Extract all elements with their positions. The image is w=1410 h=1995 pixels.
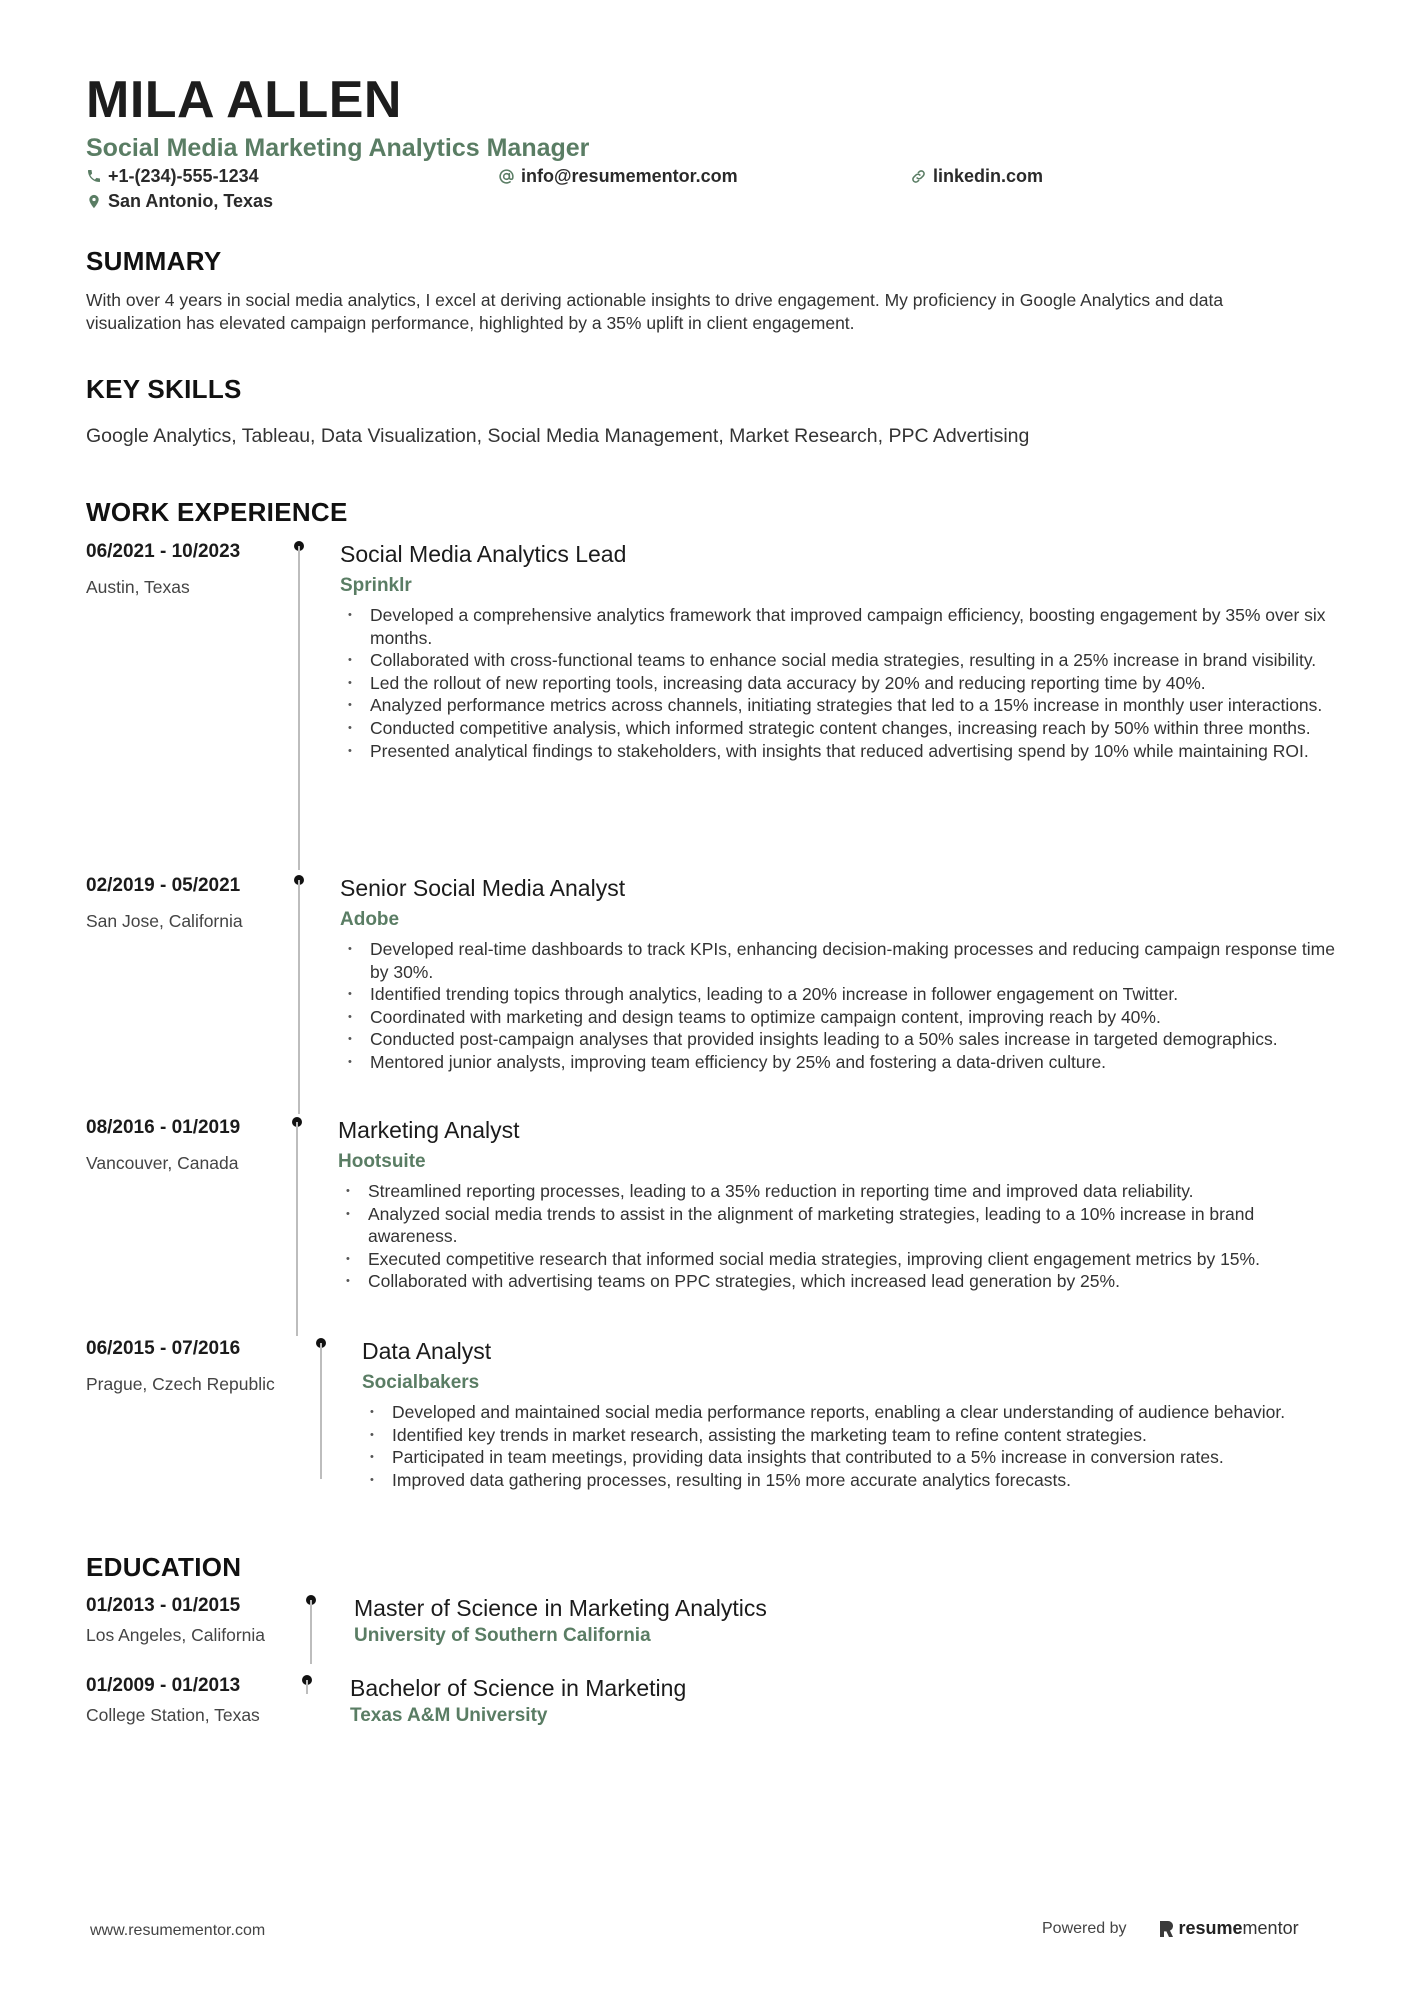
timeline-line: [320, 1343, 322, 1479]
phone-icon: [86, 168, 102, 184]
timeline-line: [306, 1680, 308, 1694]
skills-heading: KEY SKILLS: [86, 374, 242, 404]
job-bullets: [342, 604, 1342, 762]
job-bullet: • Collaborated with advertising teams on PPC strategies, which increased lead generation by 25%.: [340, 1270, 1340, 1293]
phone-text: +1-(234)-555-1234: [108, 166, 259, 186]
skills-text: Google Analytics, Tableau, Data Visualization, Social Media Management, Market Research, PPC Advertising: [86, 425, 1030, 447]
job-bullet: • Identified trending topics through analytics, leading to a 20% increase in follower engagement on Twitter.: [342, 983, 1342, 1006]
powered-by-label: Powered by: [1042, 1919, 1127, 1937]
job-bullet: • Streamlined reporting processes, leading to a 35% reduction in reporting time and improved data reliability.: [340, 1180, 1340, 1203]
timeline-line: [298, 546, 300, 870]
job-dates: 08/2016 - 01/2019: [86, 1117, 241, 1138]
job-bullet: • Collaborated with cross-functional teams to enhance social media strategies, resulting in a 25% increase in brand visibility.: [342, 649, 1342, 672]
job-bullet: • Analyzed performance metrics across channels, initiating strategies that led to a 15% increase in monthly user interactions.: [342, 694, 1342, 717]
candidate-name: MILA ALLEN: [86, 71, 402, 129]
job-bullet: • Developed and maintained social media performance reports, enabling a clear understanding of audience behavior.: [364, 1401, 1344, 1424]
job-bullet: • Led the rollout of new reporting tools, increasing data accuracy by 20% and reducing reporting time by 40%.: [342, 672, 1342, 695]
resumementor-logo-icon: [1157, 1919, 1175, 1939]
resumementor-brand[interactable]: [1157, 1918, 1299, 1939]
job-bullets: [342, 938, 1342, 1074]
job-role: Social Media Analytics Lead: [340, 541, 627, 567]
education-location: Los Angeles, California: [86, 1625, 265, 1645]
job-bullet: • Participated in team meetings, providing data insights that contributed to a 5% increase in conversion rates.: [364, 1446, 1344, 1469]
job-bullet: • Identified key trends in market research, assisting the marketing team to refine content strategies.: [364, 1424, 1344, 1447]
job-bullet: • Improved data gathering processes, resulting in 15% more accurate analytics forecasts.: [364, 1469, 1344, 1492]
footer-website[interactable]: www.resumementor.com: [90, 1922, 266, 1939]
contact-linkedin[interactable]: [910, 165, 1043, 187]
job-dates: 06/2021 - 10/2023: [86, 541, 241, 562]
footer-powered-by: [1042, 1918, 1299, 1939]
job-bullet: • Coordinated with marketing and design teams to optimize campaign content, improving reach by 40%.: [342, 1006, 1342, 1029]
candidate-title: Social Media Marketing Analytics Manager: [86, 134, 590, 162]
education-degree: Master of Science in Marketing Analytics: [354, 1595, 767, 1621]
job-role: Marketing Analyst: [338, 1117, 520, 1143]
brand-bold-text: resume: [1178, 1918, 1243, 1938]
summary-heading: SUMMARY: [86, 246, 222, 276]
location-pin-icon: [86, 193, 102, 210]
job-location: Austin, Texas: [86, 577, 190, 597]
education-entry: [86, 1674, 1336, 1734]
education-dates: 01/2009 - 01/2013: [86, 1675, 241, 1696]
job-bullet: • Developed real-time dashboards to track KPIs, enhancing decision-making processes and reducing campaign response time by 30%.: [342, 938, 1342, 983]
timeline-line: [296, 1122, 298, 1336]
job-entry: [86, 874, 1336, 1104]
education-entry: [86, 1594, 1336, 1664]
email-link[interactable]: info@resumementor.com: [521, 166, 738, 186]
timeline-line: [298, 880, 300, 1114]
job-company: Sprinklr: [340, 575, 412, 596]
education-degree: Bachelor of Science in Marketing: [350, 1675, 687, 1701]
job-location: Prague, Czech Republic: [86, 1374, 275, 1394]
contact-location: [86, 190, 273, 212]
link-icon: [910, 168, 927, 185]
timeline-line: [310, 1600, 312, 1664]
education-location: College Station, Texas: [86, 1705, 260, 1725]
job-location: San Jose, California: [86, 911, 243, 931]
job-company: Socialbakers: [362, 1372, 480, 1393]
education-dates: 01/2013 - 01/2015: [86, 1595, 241, 1616]
education-school: University of Southern California: [354, 1625, 651, 1646]
job-bullet: • Analyzed social media trends to assist in the alignment of marketing strategies, leading to a 10% increase in brand awareness.: [340, 1203, 1340, 1248]
job-company: Hootsuite: [338, 1151, 426, 1172]
job-role: Senior Social Media Analyst: [340, 875, 626, 901]
summary-text: With over 4 years in social media analytics, I excel at deriving actionable insights to drive engagement. My proficiency in Google Analytics and data visualization has elevated campaign performance, highlighted by a 35% uplift in client engagement.: [86, 290, 1224, 333]
location-text: San Antonio, Texas: [108, 191, 274, 211]
job-bullet: • Executed competitive research that informed social media strategies, improving client engagement metrics by 15%.: [340, 1248, 1340, 1271]
job-bullets: [364, 1401, 1344, 1491]
job-bullet: • Developed a comprehensive analytics framework that improved campaign efficiency, boosting engagement by 35% over six months.: [342, 604, 1342, 649]
job-dates: 02/2019 - 05/2021: [86, 875, 241, 896]
job-entry: [86, 540, 1336, 860]
education-school: Texas A&M University: [350, 1705, 548, 1726]
job-entry: [86, 1337, 1336, 1490]
contact-email[interactable]: [498, 165, 738, 187]
job-bullets: [340, 1180, 1340, 1293]
at-icon: [498, 168, 515, 185]
job-company: Adobe: [340, 909, 400, 930]
job-role: Data Analyst: [362, 1338, 492, 1364]
job-dates: 06/2015 - 07/2016: [86, 1338, 241, 1359]
job-bullet: • Conducted post-campaign analyses that provided insights leading to a 50% sales increase in targeted demographics.: [342, 1028, 1342, 1051]
job-location: Vancouver, Canada: [86, 1153, 239, 1173]
brand-regular-text: mentor: [1242, 1918, 1299, 1938]
job-entry: [86, 1116, 1336, 1326]
job-bullet: • Presented analytical findings to stakeholders, with insights that reduced advertising spend by 10% while maintaining ROI.: [342, 740, 1342, 763]
education-heading: EDUCATION: [86, 1552, 242, 1582]
job-bullet: • Mentored junior analysts, improving team efficiency by 25% and fostering a data-driven culture.: [342, 1051, 1342, 1074]
experience-heading: WORK EXPERIENCE: [86, 497, 348, 527]
linkedin-link[interactable]: linkedin.com: [933, 166, 1044, 186]
contact-phone: [86, 165, 259, 187]
job-bullet: • Conducted competitive analysis, which informed strategic content changes, increasing reach by 50% within three months.: [342, 717, 1342, 740]
